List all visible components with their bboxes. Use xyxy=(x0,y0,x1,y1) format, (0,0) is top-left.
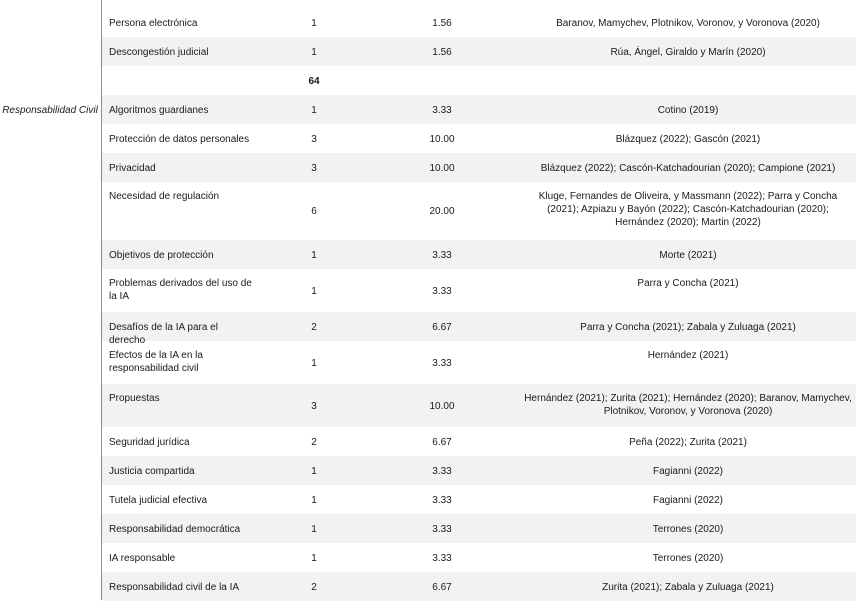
percent-cell: 3.33 xyxy=(432,250,452,261)
references-cell: Parra y Concha (2021) xyxy=(637,278,739,289)
percent-cell: 3.33 xyxy=(432,286,452,297)
table-row xyxy=(102,456,856,485)
count-cell: 3 xyxy=(311,163,317,174)
table-body xyxy=(102,8,856,601)
percent-cell: 3.33 xyxy=(432,553,452,564)
percent-cell: 1.56 xyxy=(432,47,452,58)
topic-cell: Algoritmos guardianes xyxy=(109,105,209,116)
percent-cell: 3.33 xyxy=(432,466,452,477)
count-cell: 1 xyxy=(311,250,317,261)
percent-cell: 3.33 xyxy=(432,105,452,116)
references-cell: Terrones (2020) xyxy=(652,524,724,535)
percent-cell: 20.00 xyxy=(429,206,455,217)
count-cell: 1 xyxy=(311,47,317,58)
topic-cell: Necesidad de regulación xyxy=(109,191,220,202)
topic-cell: Descongestión judicial xyxy=(109,47,209,58)
topic-cell: Justicia compartida xyxy=(109,466,195,477)
count-cell: 1 xyxy=(311,553,317,564)
table-row xyxy=(102,384,856,427)
count-cell: 1 xyxy=(311,466,317,477)
table-row xyxy=(102,66,856,95)
table-row xyxy=(102,240,856,269)
count-cell: 1 xyxy=(311,286,317,297)
references-cell: Kluge, Fernandes de Oliveira, y Massmann (2022); Parra y Concha (2021); Azpiazu y Bayón (2022); Cascón-Katchadourian (2020); Hernández (2020); Martin (2022) xyxy=(538,191,838,228)
percent-cell: 3.33 xyxy=(432,495,452,506)
topic-cell: Responsabilidad democrática xyxy=(109,524,241,535)
references-cell: Terrones (2020) xyxy=(652,553,724,564)
count-cell: 1 xyxy=(311,358,317,369)
table-row xyxy=(102,153,856,182)
percent-cell: 3.33 xyxy=(432,358,452,369)
topic-cell: Efectos de la IA en la responsabilidad civil xyxy=(109,350,203,374)
count-cell: 3 xyxy=(311,401,317,412)
topic-cell: Problemas derivados del uso de la IA xyxy=(109,278,252,302)
count-cell: 1 xyxy=(311,495,317,506)
topic-cell: Persona electrónica xyxy=(109,18,198,29)
table-row xyxy=(102,95,856,124)
topic-cell: Desafíos de la IA para el derecho xyxy=(109,322,218,346)
table-row xyxy=(102,312,856,346)
count-cell: 64 xyxy=(308,76,320,87)
table-row xyxy=(102,341,856,384)
references-cell: Blázquez (2022); Gascón (2021) xyxy=(615,134,761,145)
table-row xyxy=(102,427,856,456)
count-cell: 2 xyxy=(311,582,317,593)
table-row xyxy=(102,8,856,37)
table-row xyxy=(102,572,856,601)
topic-cell: Tutela judicial efectiva xyxy=(109,495,208,506)
references-cell: Parra y Concha (2021); Zabala y Zuluaga (2021) xyxy=(580,322,796,333)
percent-cell: 6.67 xyxy=(432,582,452,593)
references-cell: Morte (2021) xyxy=(659,250,717,261)
percent-cell: 10.00 xyxy=(429,163,455,174)
references-cell: Baranov, Mamychev, Plotnikov, Voronov, y Voronova (2020) xyxy=(556,18,820,29)
references-cell: Hernández (2021) xyxy=(647,350,729,361)
count-cell: 2 xyxy=(311,437,317,448)
count-cell: 3 xyxy=(311,134,317,145)
table-row xyxy=(102,485,856,514)
topic-cell: IA responsable xyxy=(109,553,176,564)
topic-cell: Propuestas xyxy=(109,393,160,404)
references-cell: Blázquez (2022); Cascón-Katchadourian (2020); Campione (2021) xyxy=(540,163,836,174)
topic-cell: Seguridad jurídica xyxy=(109,437,190,448)
table-row xyxy=(102,124,856,153)
references-cell: Cotino (2019) xyxy=(657,105,719,116)
percent-cell: 6.67 xyxy=(432,437,452,448)
references-cell: Fagianni (2022) xyxy=(652,466,724,477)
references-cell: Peña (2022); Zurita (2021) xyxy=(629,437,747,448)
table-row xyxy=(102,514,856,543)
table-row xyxy=(102,543,856,572)
percent-cell: 3.33 xyxy=(432,524,452,535)
count-cell: 1 xyxy=(311,18,317,29)
section-label: Responsabilidad Civil xyxy=(2,105,98,116)
percent-cell: 1.56 xyxy=(432,18,452,29)
table-row xyxy=(102,37,856,66)
percent-cell: 6.67 xyxy=(432,322,452,333)
topic-cell: Protección de datos personales xyxy=(109,134,250,145)
topic-cell: Objetivos de protección xyxy=(109,250,214,261)
topic-cell: Responsabilidad civil de la IA xyxy=(109,582,240,593)
count-cell: 1 xyxy=(311,524,317,535)
references-cell: Rúa, Ángel, Giraldo y Marín (2020) xyxy=(610,47,766,58)
percent-cell: 10.00 xyxy=(429,134,455,145)
count-cell: 6 xyxy=(311,206,317,217)
table-row xyxy=(102,269,856,312)
table-row xyxy=(102,182,856,240)
references-cell: Fagianni (2022) xyxy=(652,495,724,506)
references-cell: Zurita (2021); Zabala y Zuluaga (2021) xyxy=(602,582,774,593)
references-cell: Hernández (2021); Zurita (2021); Hernández (2020); Baranov, Mamychev, Plotnikov, Voronov, y Voronova (2020) xyxy=(524,393,852,417)
count-cell: 2 xyxy=(311,322,317,333)
count-cell: 1 xyxy=(311,105,317,116)
topic-cell: Privacidad xyxy=(109,163,156,174)
percent-cell: 10.00 xyxy=(429,401,455,412)
